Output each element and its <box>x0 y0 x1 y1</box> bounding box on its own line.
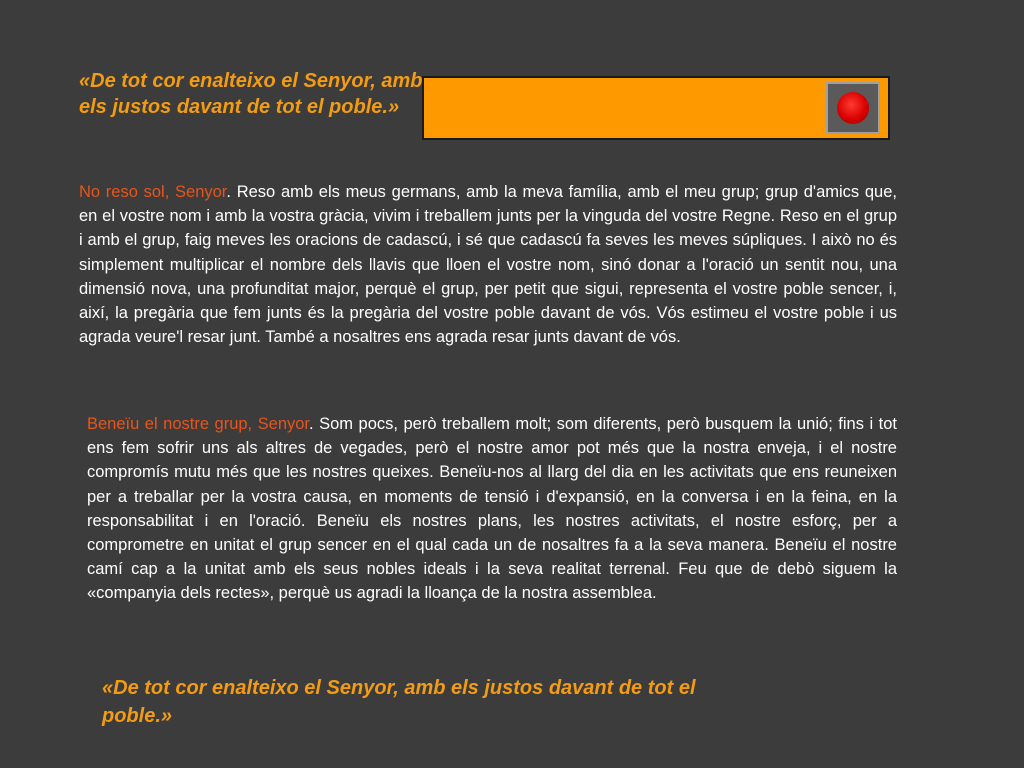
audio-bar <box>422 76 890 140</box>
title-bottom: «De tot cor enalteixo el Senyor, amb els justos davant de tot el poble.» <box>102 677 696 727</box>
record-icon <box>837 92 869 124</box>
record-button[interactable] <box>826 82 880 134</box>
title-top: «De tot cor enalteixo el Senyor, amb els justos davant de tot el poble.» <box>79 70 423 118</box>
paragraph-2-body: . Som pocs, però treballem molt; som diferents, però busquem la unió; fins i tot ens fem sofrir uns als altres de vegades, però el nostre amor pot més que la nostra enveja, i el nostre compromís mutu més que les nostres queixes. Beneïu-nos al llarg del dia en les activitats que ens reuneixen per a treballar per la vostra causa, en moments de tensió i d'expansió, en la conversa i en la feina, en la responsabilitat i en l'oració. Beneïu els nostres plans, les nostres activitats, el nostre esforç, per a comprometre en unitat el grup sencer en el qual cada un de nosaltres fa a la seva manera. Beneïu el nostre camí cap a la unitat amb els seus nobles ideals i la seva realitat terrenal. Feu que de debò siguem la «companyia dels rectes», perquè us agradi la lloança de la nostra assemblea. <box>87 415 897 603</box>
paragraph-1 <box>79 180 897 349</box>
paragraph-1-body: . Reso amb els meus germans, amb la meva família, amb el meu grup; grup d'amics que, en el vostre nom i amb la vostra gràcia, vivim i treballem junts per la vinguda del vostre Regne. Reso en el grup i amb el grup, faig meves les oracions de cadascú, i sé que cadascú fa seves les meves súpliques. I això no és simplement multiplicar el nombre dels llavis que lloen el vostre nom, sinó donar a l'oració un sentit nou, una dimensió nova, una profunditat major, perquè el grup, per petit que sigui, representa el vostre poble sencer, i, així, la pregària que fem junts és la pregària del vostre poble davant de vós. Vós estimeu el vostre poble i us agrada veure'l resar junt. També a nosaltres ens agrada resar junts davant de vós. <box>79 183 897 347</box>
paragraph-2-lead: Beneïu el nostre grup, Senyor <box>87 415 310 433</box>
paragraph-2 <box>87 412 897 606</box>
paragraph-1-lead: No reso sol, Senyor <box>79 183 227 201</box>
